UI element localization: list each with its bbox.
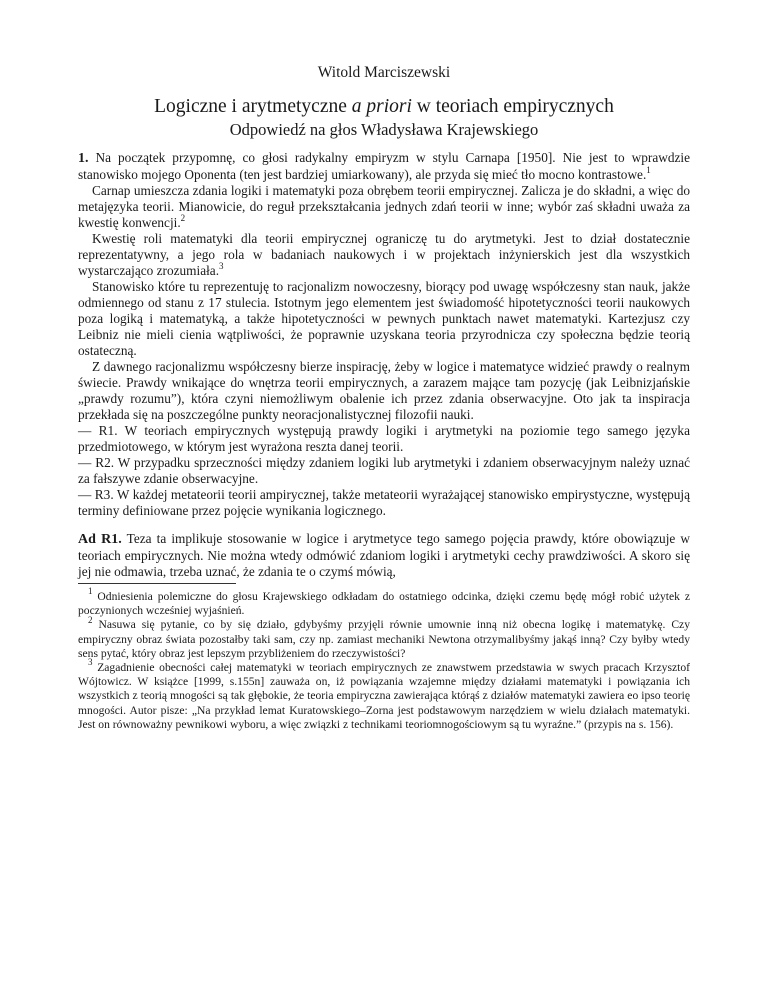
paragraph-5: Z dawnego racjonalizmu współczesny bierze inspirację, żeby w logice i matematyce widzieć prawdy o realnym świecie. Prawdy wnikające do wnętrza teorii empirycznych, a zarazem mające tam pozycję (jak Leibnizjańskie „prawdy rozumu”), która czyni niemożliwym obalenie ich przez zdania obserwacyjne. Oto jak ta inspiracja przekłada się na poszczególne punkty neoracjonalistycznej filozofii nauki. xyxy=(78,359,690,422)
paragraph-1-text: Na początek przypomnę, co głosi radykalny empiryzm w stylu Carnapa [1950]. Nie jest to wprawdzie stanowisko mojego Oponenta (ten jest bardziej umiarkowany), ale przyda się mieć tło mocno kontrastowe. xyxy=(78,150,690,182)
paper-subtitle: Odpowiedź na głos Władysława Krajewskiego xyxy=(229,120,539,139)
footnote-ref-3[interactable]: 3 xyxy=(219,260,224,271)
author-name: Witold Marciszewski xyxy=(317,64,451,81)
paragraph-2 xyxy=(78,183,690,231)
footnote-rule xyxy=(78,583,236,584)
thesis-r2: — R2. W przypadku sprzeczności między zdaniem logiki lub arytmetyki i zdaniem obserwacyjnym należy uznać za fałszywe zdanie obserwacyjne. xyxy=(78,455,690,486)
ad-r1-heading: Ad R1. xyxy=(78,532,122,547)
footnote-3-text: Zagadnienie obecności całej matematyki w teoriach empirycznych ze znawstwem przedstawia w swych pracach Krzysztof Wójtowicz. W książce [1999, s.155n] zauważa on, iż powiązania wzajemne między działami matematyki i powiązania ich wszystkich z teorią mnogości są tak głębokie, że teoria empiryczna zawierająca którąś z działów matematyki zawiera eo ipso teorię mnogości. Autor pisze: „Na przykład lemat Kuratowskiego–Zorna jest podstawowym narzędziem w wielu działach matematyki. Jest on równoważny pewnikowi wyboru, a więc związki z technikami teoriomnogościowym są tu wyraźne.” (przypis na s. 156). xyxy=(78,661,690,731)
footnote-3 xyxy=(78,657,690,732)
paragraph-3-text: Kwestię roli matematyki dla teorii empirycznej ograniczę tu do arytmetyki. Jest to dział dostatecznie reprezentatywny, a jego rola w badaniach naukowych i w projektach inżynierskich jest dla wszystkich wystarczająco zrozumiała. xyxy=(78,231,690,278)
ad-r1-paragraph xyxy=(78,531,690,580)
footnotes xyxy=(78,586,690,732)
thesis-r1: — R1. W teoriach empirycznych występują prawdy logiki i arytmetyki na poziomie tego samego języka przedmiotowego, w którym jest wyrażona reszta danej teorii. xyxy=(78,423,690,454)
paragraph-1 xyxy=(78,150,690,183)
footnote-2-text: Nasuwa się pytanie, co by się działo, gdybyśmy przyjęli równie umownie inną niż obecna logikę i matematykę. Czy empiryczny obraz świata pozostałby taki sam, czy np. zamiast mechaniki Newtona otrzymalibyśmy jakąś inną? Czy byłby wtedy sens pytać, który obraz jest lepszym przybliżeniem do rzeczywistości? xyxy=(78,618,690,660)
title-part-1: Logiczne i arytmetyczne xyxy=(154,96,352,117)
footnote-2 xyxy=(78,614,690,661)
section-number: 1. xyxy=(78,151,89,166)
title-emphasis: a priori xyxy=(351,96,412,117)
paragraph-3 xyxy=(78,231,690,279)
footnote-ref-1[interactable]: 1 xyxy=(646,164,651,175)
footnote-mark-2: 2 xyxy=(88,614,93,625)
paragraph-2-text: Carnap umieszcza zdania logiki i matematyki poza obrębem teorii empirycznej. Zalicza je do składni, a więc do metajęzyka teorii. Mianowicie, do reguł przekształcania jednych zdań teorii w inne; wybór zaś składni uważa za kwestię konwencji. xyxy=(78,183,690,230)
paper-title xyxy=(0,96,768,118)
footnote-ref-2[interactable]: 2 xyxy=(180,212,186,223)
footnote-mark-1: 1 xyxy=(88,586,93,597)
paragraph-4: Stanowisko które tu reprezentuję to racjonalizm nowoczesny, biorący pod uwagę współczesny stan nauk, jakże odmiennego od stanu z 17 stulecia. Istotnym jego elementem jest świadomość hipotetyczności teorii naukowych poza logiką i matematyką, a także hipotetyczności w pewnych punktach nawet matematyki. Kartezjusz czy Leibniz nie mieli cienia wątpliwości, że poprawnie uzyskana teoria przyrodnicza czy społeczna będzie teorią ostateczną. xyxy=(78,279,690,358)
title-part-2: w teoriach empirycznych xyxy=(411,96,614,117)
footnote-mark-3: 3 xyxy=(88,657,93,668)
ad-r1-text: Teza ta implikuje stosowanie w logice i arytmetyce tego samego pojęcia prawdy, które obowiązuje w teoriach empirycznych. Nie można wtedy odmówić zdaniom logiki i arytmetyki cechy prawdziwości. A skoro się jej nie odmawia, trzeba uznać, że zdania te o czymś mówią, xyxy=(78,531,690,579)
thesis-r3: — R3. W każdej metateorii teorii ampirycznej, także metateorii wyrażającej stanowisko empirystyczne, występują terminy definiowane przez pojęcie wynikania logicznego. xyxy=(78,487,690,518)
footnote-1 xyxy=(78,586,690,618)
body-text xyxy=(78,150,690,580)
footnote-1-text: Odniesienia polemiczne do głosu Krajewskiego odkładam do ostatniego odcinka, dzięki czemu będę mógł robić użytek z poczynionych wcześniej wyjaśnień. xyxy=(78,590,690,618)
